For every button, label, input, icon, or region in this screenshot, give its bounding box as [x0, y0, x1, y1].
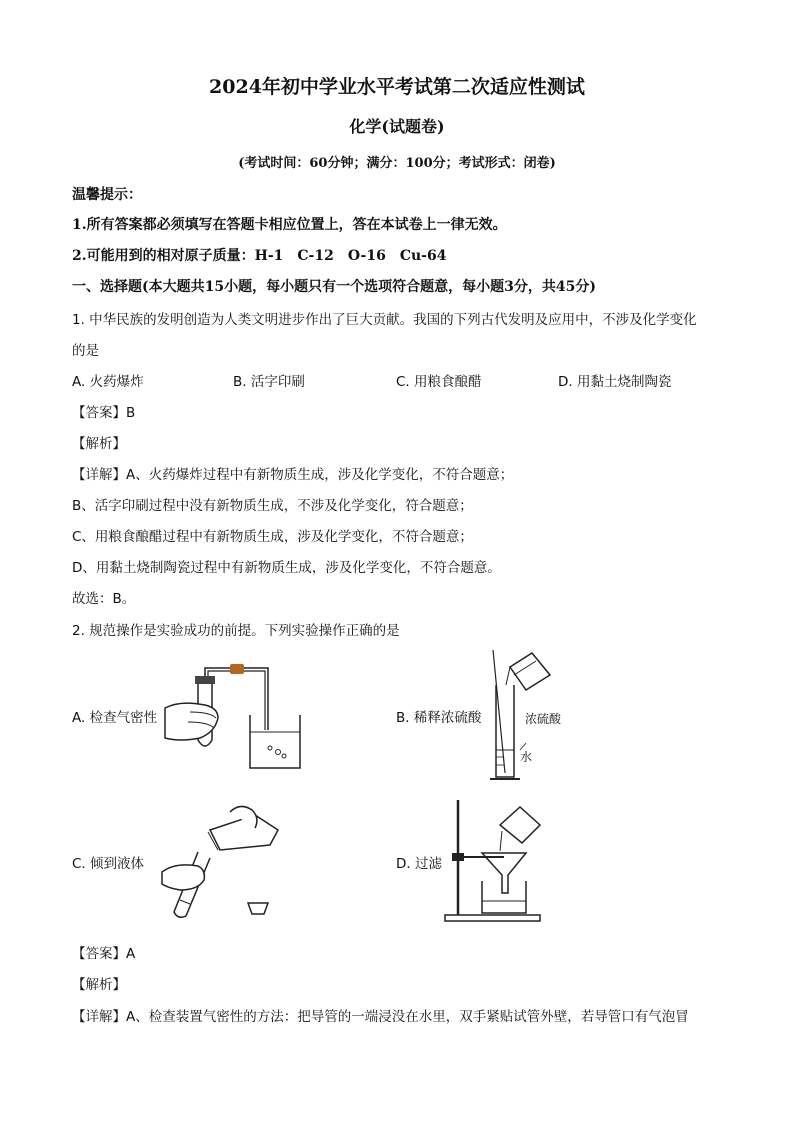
- q2-option-b: B. 稀释浓硫酸: [396, 710, 482, 726]
- exam-info: (考试时间：60分钟；满分：100分；考试形式：闭卷): [238, 156, 556, 171]
- q1-detail-line: 【详解】A、火药爆炸过程中有新物质生成，涉及化学变化，不符合题意；: [72, 467, 514, 483]
- q1-option-d: D. 用黏土烧制陶瓷: [558, 374, 672, 390]
- q2-option-d: D. 过滤: [396, 856, 442, 872]
- q1-answer: 【答案】B: [72, 405, 136, 421]
- q1-option-a: A. 火药爆炸: [72, 374, 144, 390]
- pour-liquid-illustration: [160, 800, 290, 925]
- q1-stem-line2: 的是: [72, 343, 99, 359]
- notice-item-1: 1.所有答案都必须填写在答题卡相应位置上，答在本试卷上一律无效。: [72, 217, 507, 233]
- acid-label: 浓硫酸: [525, 712, 562, 726]
- q2-detail: 【详解】A、检查装置气密性的方法：把导管的一端浸没在水里，双手紧贴试管外壁，若导管口有气泡冒: [72, 1009, 689, 1025]
- q1-stem-line1: 1. 中华民族的发明创造为人类文明进步作出了巨大贡献。我国的下列古代发明及应用中，不涉及化学变化: [72, 312, 697, 328]
- q2-option-c: C. 倾到液体: [72, 856, 145, 872]
- filtration-illustration: [440, 795, 550, 925]
- q1-option-c: C. 用粮食酿醋: [396, 374, 482, 390]
- q2-option-a: A. 检查气密性: [72, 710, 158, 726]
- q1-detail-line: D、用黏土烧制陶瓷过程中有新物质生成，涉及化学变化，不符合题意。: [72, 560, 501, 576]
- page-subtitle: 化学(试题卷): [349, 117, 445, 136]
- q1-detail-line: C、用粮食酿醋过程中有新物质生成，涉及化学变化，不符合题意；: [72, 529, 473, 545]
- water-label: 水: [520, 750, 533, 764]
- q2-answer: 【答案】A: [72, 946, 136, 962]
- q2-stem: 2. 规范操作是实验成功的前提。下列实验操作正确的是: [72, 623, 400, 639]
- section-heading: 一、选择题(本大题共15小题，每小题只有一个选项符合题意，每小题3分，共45分): [72, 279, 596, 295]
- q1-detail-line: B、活字印刷过程中没有新物质生成，不涉及化学变化，符合题意；: [72, 498, 473, 514]
- q1-detail-line: 故选：B。: [72, 591, 136, 607]
- notice-heading: 温馨提示：: [72, 187, 142, 203]
- q1-option-b: B. 活字印刷: [233, 374, 305, 390]
- q2-analysis: 【解析】: [72, 977, 126, 993]
- page-title: 2024年初中学业水平考试第二次适应性测试: [209, 76, 585, 98]
- q1-analysis: 【解析】: [72, 436, 126, 452]
- airtightness-check-illustration: [160, 660, 310, 775]
- notice-item-2: 2.可能用到的相对原子质量：H-1 C-12 O-16 Cu-64: [72, 248, 447, 264]
